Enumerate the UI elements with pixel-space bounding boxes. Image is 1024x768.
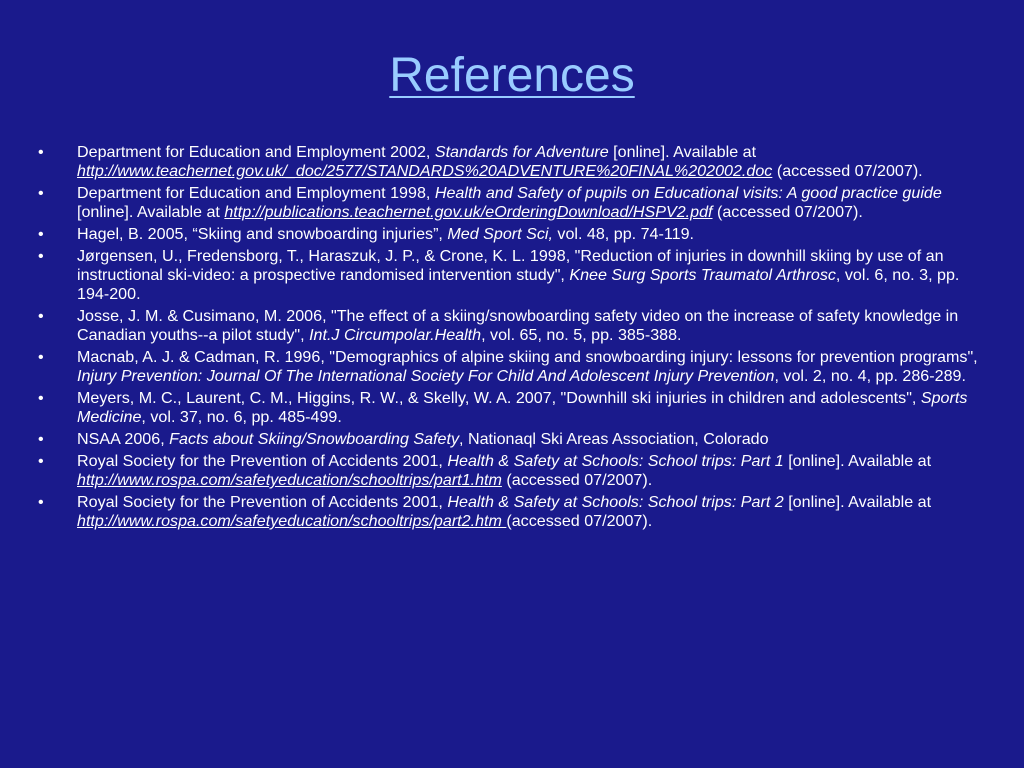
reference-source-title: Int.J Circumpolar.Health <box>309 326 482 344</box>
bullet-icon: • <box>38 430 44 448</box>
reference-link[interactable]: http://www.rospa.com/safetyeducation/schooltrips/part2.htm <box>77 512 507 530</box>
reference-text: Department for Education and Employment 2002, <box>77 143 435 161</box>
reference-text: (accessed 07/2007). <box>772 162 923 180</box>
reference-list <box>36 143 996 534</box>
reference-text: [online]. Available at <box>783 493 932 511</box>
reference-text: , vol. 37, no. 6, pp. 485-499. <box>141 408 342 426</box>
reference-source-title: Injury Prevention: Journal Of The International Society For Child And Adolescent Injury Prevention <box>77 367 775 385</box>
reference-source-title: Standards for Adventure <box>434 143 609 161</box>
reference-source-title: Health & Safety at Schools: School trips: Part 2 <box>447 493 784 511</box>
reference-text: Hagel, B. 2005, “Skiing and snowboarding injuries”, <box>77 225 448 243</box>
reference-text: [online]. Available at <box>77 203 225 221</box>
reference-item <box>36 184 996 222</box>
reference-source-title: Facts about Skiing/Snowboarding Safety <box>169 430 460 448</box>
bullet-icon: • <box>38 307 44 325</box>
reference-source-title: Knee Surg Sports Traumatol Arthrosc <box>569 266 836 284</box>
slide-title: References <box>389 49 635 102</box>
reference-item <box>36 225 996 244</box>
reference-text: NSAA 2006, <box>77 430 170 448</box>
bullet-icon: • <box>38 225 44 243</box>
reference-text: Royal Society for the Prevention of Accidents 2001, <box>77 452 448 470</box>
reference-text: [online]. Available at <box>608 143 757 161</box>
bullet-icon: • <box>38 143 44 161</box>
reference-text: , Nationaql Ski Areas Association, Colorado <box>459 430 769 448</box>
reference-text: Royal Society for the Prevention of Accidents 2001, <box>77 493 448 511</box>
bullet-icon: • <box>38 389 44 407</box>
reference-link[interactable]: http://www.teachernet.gov.uk/_doc/2577/STANDARDS%20ADVENTURE%20FINAL%202002.doc <box>77 162 773 180</box>
reference-text: Macnab, A. J. & Cadman, R. 1996, "Demographics of alpine skiing and snowboarding injury: lessons for prevention programs", <box>77 348 978 366</box>
reference-text: (accessed 07/2007). <box>506 512 653 530</box>
reference-item <box>36 493 996 531</box>
reference-source-title: Sports Medicine <box>77 389 968 426</box>
reference-text: vol. 48, pp. 74-119. <box>552 225 694 243</box>
reference-link[interactable]: http://www.rospa.com/safetyeducation/schooltrips/part1.htm <box>77 471 502 489</box>
reference-item <box>36 430 996 449</box>
reference-source-title: Med Sport Sci, <box>447 225 553 243</box>
reference-text: [online]. Available at <box>783 452 932 470</box>
reference-item <box>36 143 996 181</box>
bullet-icon: • <box>38 184 44 202</box>
reference-item <box>36 348 996 386</box>
reference-text: Jørgensen, U., Fredensborg, T., Haraszuk, J. P., & Crone, K. L. 1998, "Reduction of injuries in downhill skiing by use of an instructional ski-video: a prospective randomised intervention study", <box>77 247 944 284</box>
bullet-icon: • <box>38 452 44 470</box>
reference-text: Josse, J. M. & Cusimano, M. 2006, "The effect of a skiing/snowboarding safety video on the increase of safety knowledge in Canadian youths--a pilot study", <box>77 307 959 344</box>
reference-link[interactable]: http://publications.teachernet.gov.uk/eOrderingDownload/HSPV2.pdf <box>224 203 713 221</box>
bullet-icon: • <box>38 348 44 366</box>
reference-item <box>36 452 996 490</box>
reference-text: , vol. 65, no. 5, pp. 385-388. <box>481 326 682 344</box>
reference-text: (accessed 07/2007). <box>712 203 863 221</box>
reference-text: Meyers, M. C., Laurent, C. M., Higgins, R. W., & Skelly, W. A. 2007, "Downhill ski injuries in children and adolescents", <box>77 389 921 407</box>
reference-item <box>36 247 996 304</box>
reference-source-title: Health & Safety at Schools: School trips: Part 1 <box>447 452 784 470</box>
reference-item <box>36 389 996 427</box>
reference-source-title: Health and Safety of pupils on Educational visits: A good practice guide <box>434 184 942 202</box>
reference-text: (accessed 07/2007). <box>501 471 653 489</box>
reference-text: , vol. 2, no. 4, pp. 286-289. <box>774 367 966 385</box>
bullet-icon: • <box>38 247 44 265</box>
reference-item <box>36 307 996 345</box>
reference-text: Department for Education and Employment 1998, <box>77 184 435 202</box>
bullet-icon: • <box>38 493 44 511</box>
reference-text: , vol. 6, no. 3, pp. 194-200. <box>77 266 960 303</box>
